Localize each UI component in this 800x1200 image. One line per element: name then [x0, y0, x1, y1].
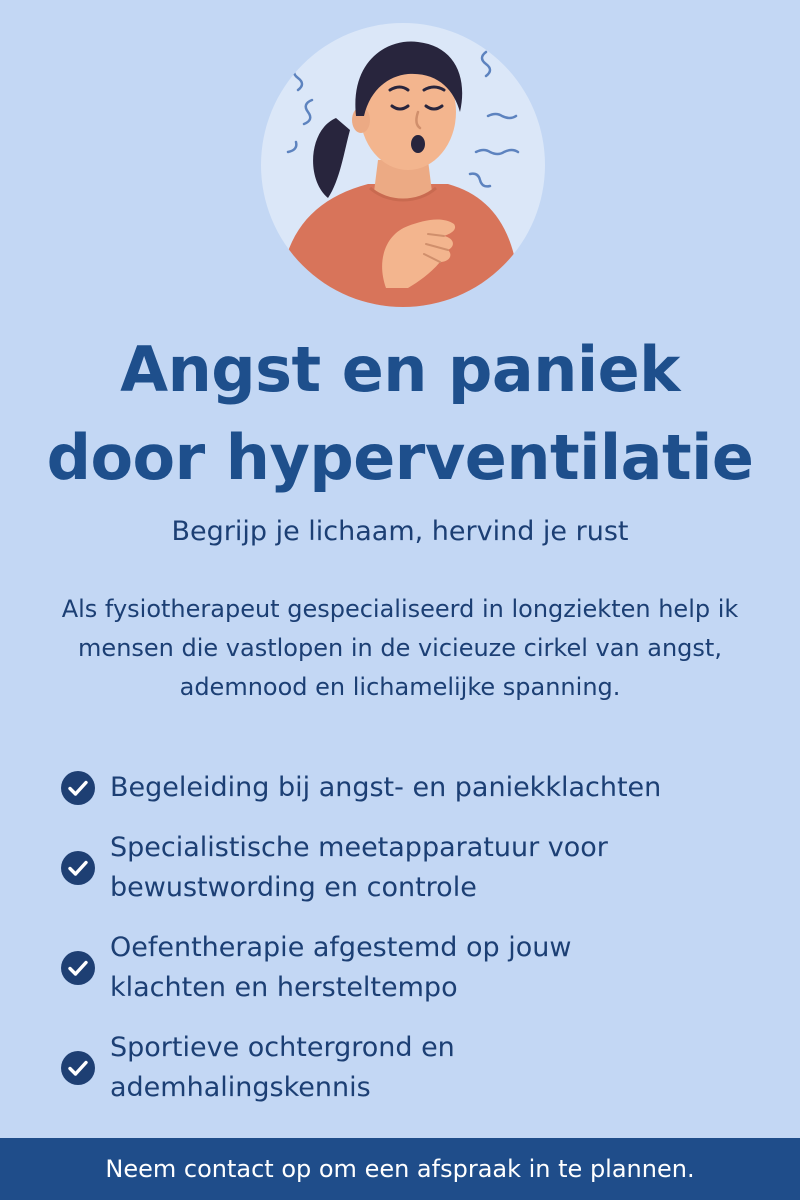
title-line-1: Angst en paniek: [120, 333, 680, 406]
feature-item-anxiety: [60, 768, 780, 808]
feature-text: [110, 928, 571, 1008]
checkmark-circle-icon: [60, 1050, 96, 1086]
checkmark-circle-icon: [60, 850, 96, 886]
feature-line: ademhalingskennis: [110, 1072, 371, 1103]
feature-line: Begeleiding bij angst- en paniekklachten: [110, 772, 662, 803]
contact-banner: Neem contact op om een afspraak in te plannen.: [0, 1138, 800, 1200]
feature-list: [60, 768, 780, 1108]
feature-text: [110, 768, 661, 808]
page-title: [0, 326, 800, 502]
subtitle: Begrijp je lichaam, hervind je rust: [171, 516, 629, 547]
feature-text: [110, 1028, 455, 1108]
breathless-woman-illustration: [258, 20, 548, 310]
feature-line: Specialistische meetapparatuur voor: [110, 832, 608, 863]
feature-line: bewustwording en controle: [110, 872, 477, 903]
feature-item-equipment: [60, 828, 780, 908]
feature-item-exercise: [60, 928, 780, 1008]
feature-line: Sportieve ochtergrond en: [110, 1032, 455, 1063]
checkmark-circle-icon: [60, 950, 96, 986]
title-line-2: door hyperventilatie: [46, 421, 754, 494]
feature-line: Oefentherapie afgestemd op jouw: [110, 932, 572, 963]
feature-line: klachten en hersteltempo: [110, 972, 458, 1003]
checkmark-circle-icon: [60, 770, 96, 806]
intro-paragraph: Als fysiotherapeut gespecialiseerd in longziekten help ik mensen die vastlopen in de vicieuze cirkel van angst, ademnood en lichamelijke spanning.: [61, 595, 739, 701]
feature-text: [110, 828, 608, 908]
feature-item-background: [60, 1028, 780, 1108]
